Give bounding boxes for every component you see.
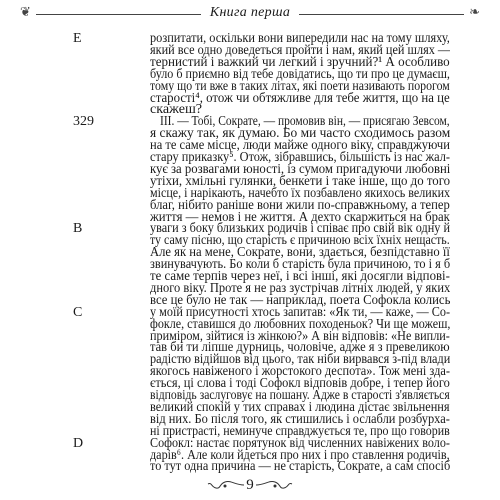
footer-ornament-right-icon <box>255 478 295 492</box>
line-text: приміром, зійтися із жінкою?» А він відповів: «Не випли- <box>150 327 450 344</box>
line-text: скажеш? <box>150 101 203 118</box>
line-text: то тут одна причина — не старість, Сократе, а сам спосіб <box>150 458 450 475</box>
margin-marker: E <box>73 31 82 46</box>
line-text: якогось навіженого і жорстокого деспота». Тож мені зда- <box>150 363 450 380</box>
line-text: на те саме місце, люди майже одного віку, справджуючи <box>150 137 450 154</box>
line-text: було б приємно від тебе довідатись, що ти про це думаєш, <box>150 65 450 82</box>
header-flourish-left-icon: ❦ <box>20 5 31 20</box>
line-text: тому що ти вже в таких літах, які поети називають порогом <box>150 77 450 94</box>
line-text: великий спокій у тих справах і людина дістає звільнення <box>150 398 450 415</box>
line-text: розпитати, оскільки вони випередили нас на тому шляху, <box>150 30 450 46</box>
header-rule-right <box>299 14 464 15</box>
line-text: стару приказку⁵. Отож, зібравшись, більшість із нас жал- <box>150 149 450 165</box>
line-text: ється, ці слова і тоді Софокл відповів добре, і тепер його <box>150 375 450 392</box>
line-text: благ, нібито раніше вони жили по-справжньому, а тепер <box>150 196 450 213</box>
line-text: ту саму пісню, що старість є причиною всіх їхніх нещасть. <box>150 232 450 249</box>
header-flourish-right-icon: ❧ <box>469 5 480 20</box>
line-text: від них. Бо після того, як стишились і ослабли розбурха- <box>150 410 450 427</box>
line-text: фокле, ставишся до любовних походеньок? Чи ще можеш, <box>150 315 450 332</box>
margin-marker: 329 <box>73 114 94 130</box>
line-text: кує за розвагами юності, із сумом пригадуючи любовні <box>150 160 450 177</box>
line-text: життя — немов і не життя. А дехто скаржиться на брак <box>150 208 450 225</box>
line-text: те саме терпів через неї, і всі інші, які досягли відпові- <box>150 268 450 284</box>
line-text: тернистий і важкий чи легкий і зручний?¹ А особливо <box>150 53 450 70</box>
margin-marker: B <box>73 221 83 237</box>
margin-marker: C <box>73 304 83 320</box>
page-number: 9 <box>246 477 254 493</box>
line-text: дарів⁶. Але коли йдеться про них і про ставлення родичів, <box>150 446 450 463</box>
text-line <box>0 458 500 475</box>
line-text: уваги з боку близьких родичів і співає про свій вік одну й <box>150 220 450 237</box>
line-text: місце, і нарікають, начебто їх позбавлено якихось великих <box>150 184 450 201</box>
line-text: радістю відійшов від цього, так ніби вирвався з-під влади <box>150 351 450 368</box>
line-text: у моїй присутності хтось запитав: «Як ти, — каже, — Со- <box>150 303 450 320</box>
line-text: ні пристрасті, неминуче справджується те, про що говорив <box>150 422 450 439</box>
line-text: я скажу так, як думаю. Бо ми часто сходимось разом <box>150 125 450 142</box>
margin-marker: D <box>73 435 84 451</box>
line-text: дного віку. Проте я не раз зустрічав літніх людей, у яких <box>150 279 450 296</box>
line-text: звинувачують. Бо коли б старість була причиною, то і я б <box>150 256 450 273</box>
line-text: Але як на мене, Сократе, вони, здається, безпідставно її <box>150 244 450 261</box>
header-title: Книга перша <box>209 5 291 20</box>
line-text: який все одно доведеться пройти і нам, який цей шлях — <box>150 41 450 58</box>
line-text: все це було не так — наприклад, поета Софокла колись <box>150 291 450 308</box>
line-text: старості⁴, отож чи обтяжливе для тебе життя, що на це <box>150 89 450 106</box>
line-text: відповідь заслуговує на пошану. Адже в старості з'являється <box>150 387 450 403</box>
line-text: Софокл: настає порятунок від численних навіжених воло- <box>150 434 450 451</box>
running-header <box>14 4 486 22</box>
line-text: тав би ти ліпше дурниць, чоловіче, адже я з превеликою <box>150 339 450 356</box>
line-text: III. — Тобі, Сократе, — промовив він, — присягаю Зевсом, <box>160 113 450 130</box>
page-footer <box>0 476 500 496</box>
line-text: утіхи, хмільні гулянки, бенкети і таке інше, що до того <box>150 172 450 189</box>
